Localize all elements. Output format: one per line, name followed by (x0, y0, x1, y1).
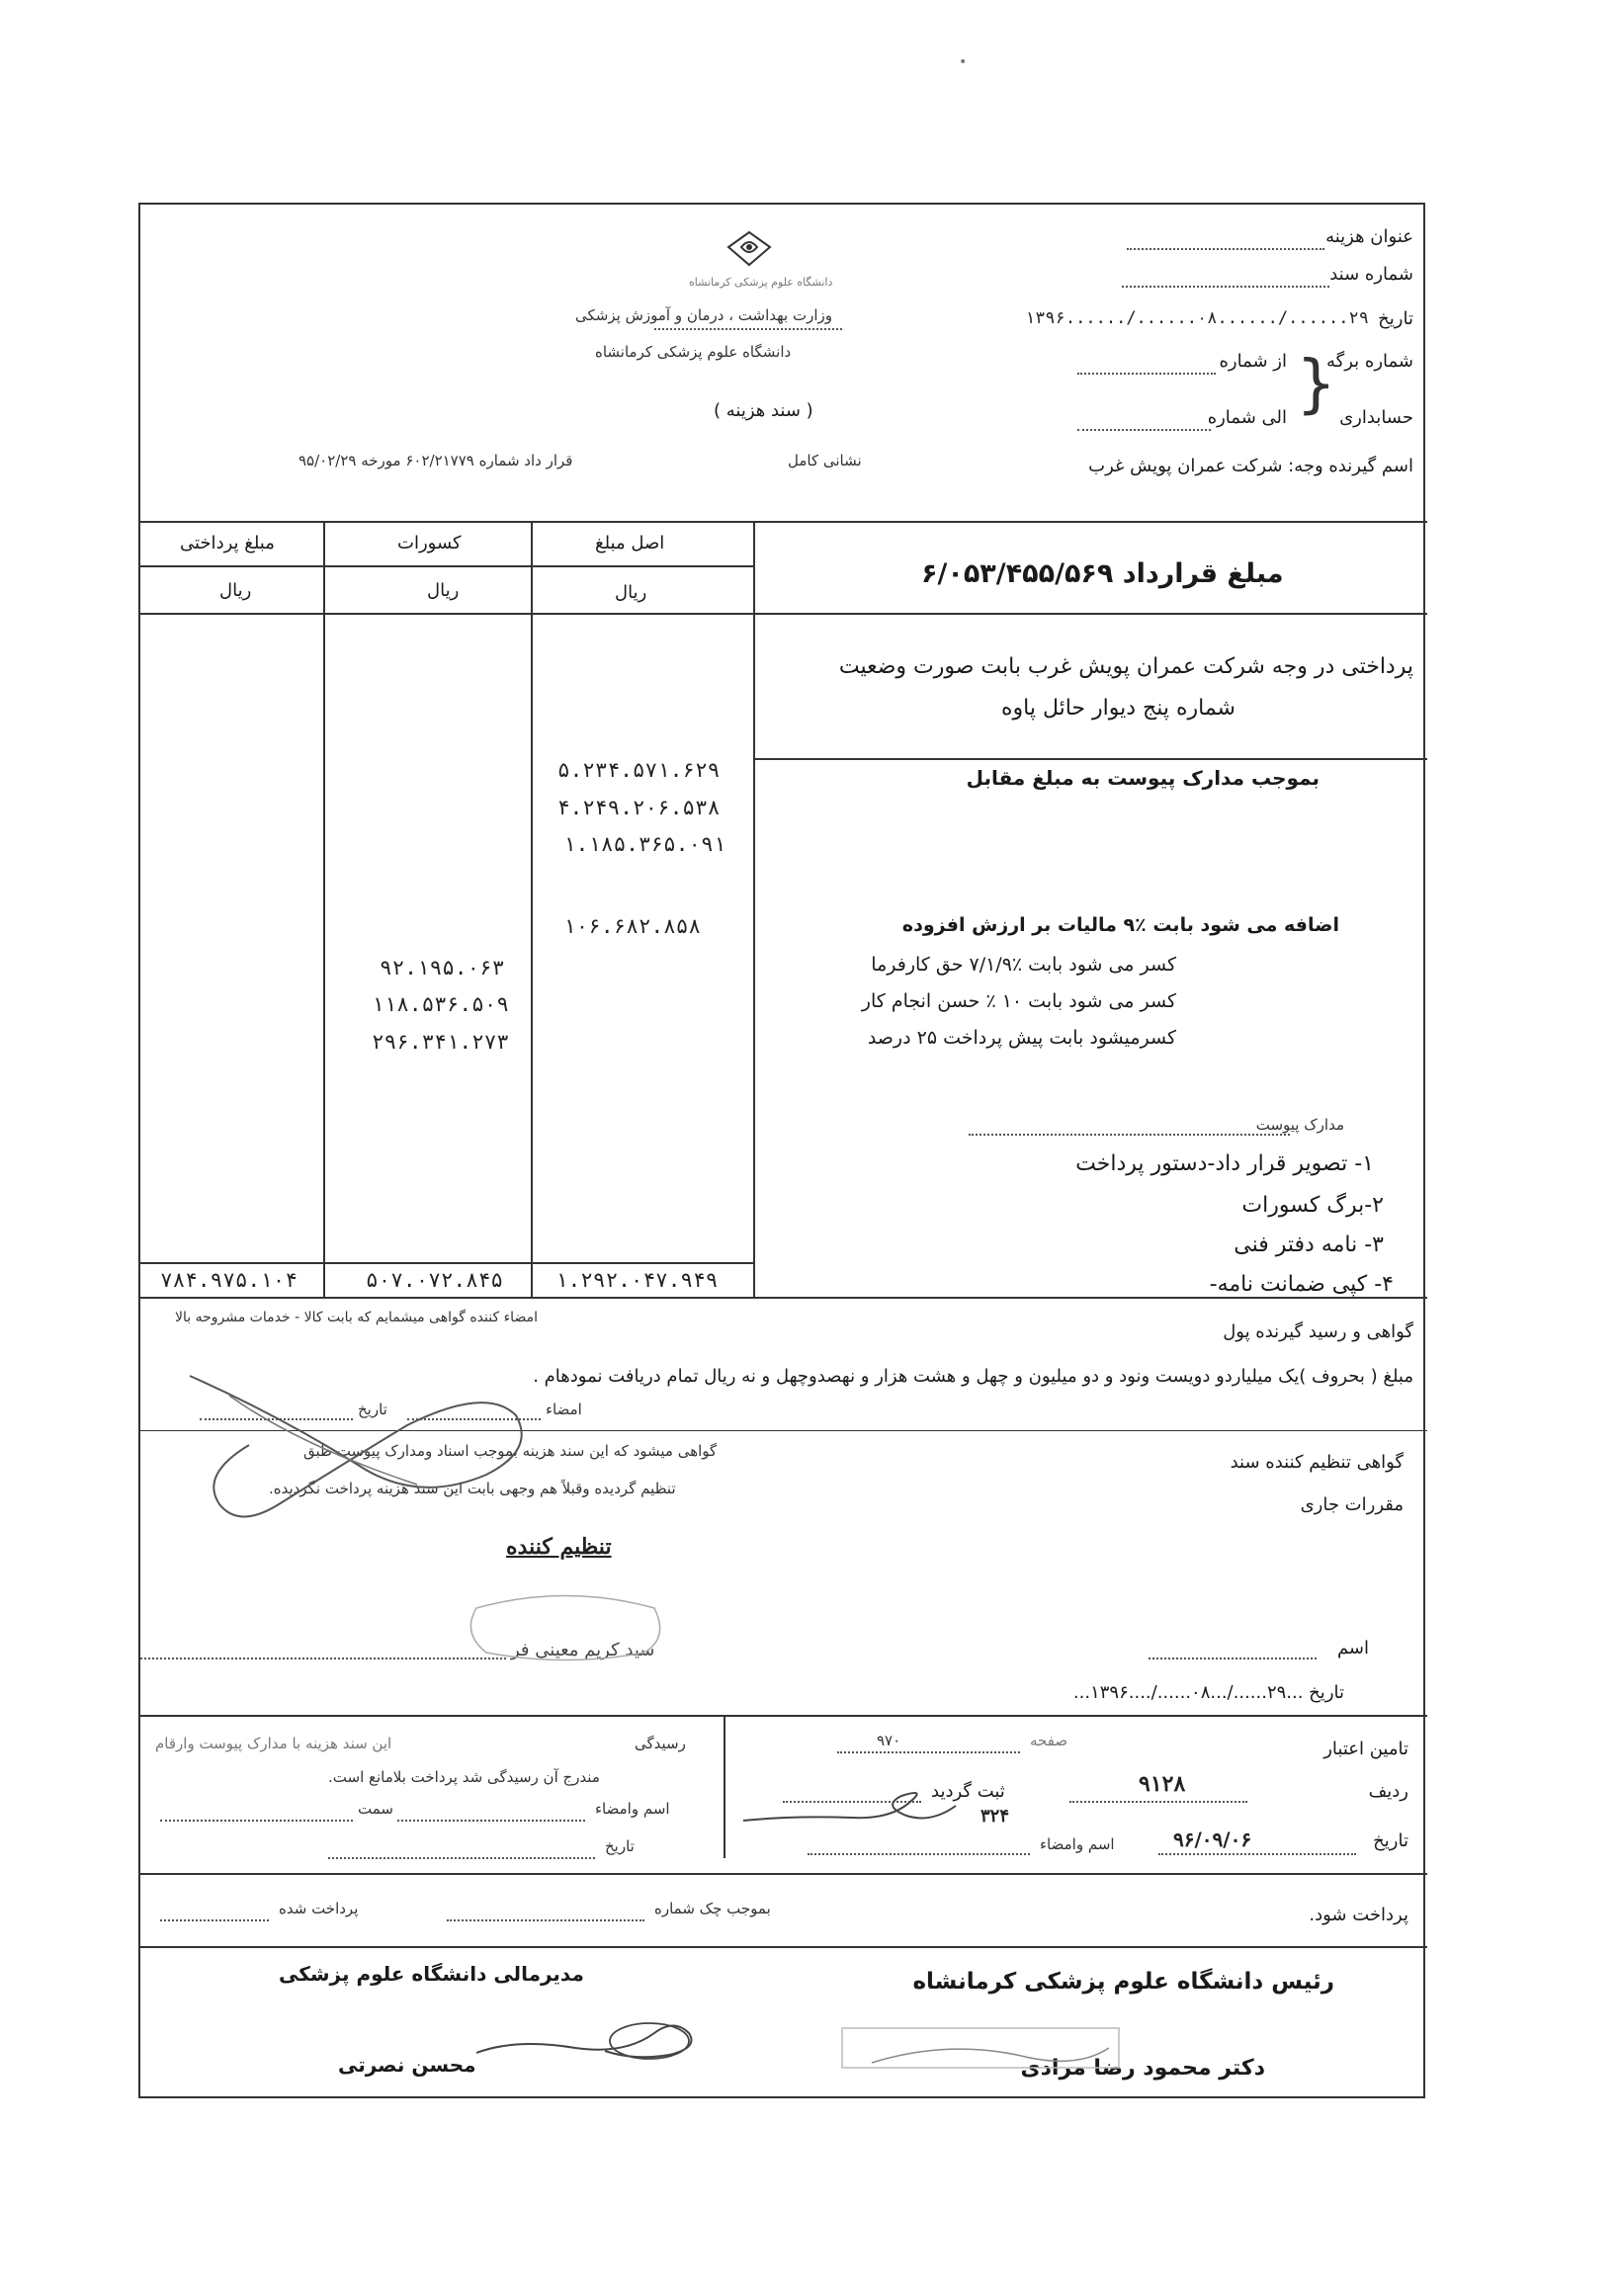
funding-registered: ثبت گردید (931, 1781, 1005, 1802)
funding-name-sign: اسم وامضاء (1040, 1835, 1115, 1853)
finance-manager-signature (457, 1994, 714, 2083)
adjustment-employer: کسر می شود بابت ٪۷/۱/۹ حق کارفرما (871, 954, 1176, 976)
expense-title-dots (1127, 248, 1324, 250)
doc-number-label: شماره سند (1329, 264, 1413, 285)
deduction-value-3: ۲۹۶.۳۴۱.۲۷۳ (372, 1030, 510, 1054)
logo-caption: دانشگاه علوم پزشکی کرمانشاه (689, 276, 833, 289)
payment-done-dots (160, 1919, 269, 1921)
payment-order: پرداخت شود. (1309, 1905, 1408, 1925)
audit-position-dots (160, 1820, 353, 1822)
audit-text-2: مندرج آن رسیدگی شد پرداخت بلامانع است. (328, 1768, 600, 1786)
ministry-name: وزارت بهداشت ، درمان و آموزش پزشکی (575, 306, 832, 324)
preparer-signature (160, 1356, 575, 1554)
accounting-label: حسابداری (1339, 407, 1413, 428)
preparer-stamp-name: سید کریم معینی فر (511, 1640, 655, 1660)
col-header-base: اصل مبلغ (595, 533, 665, 553)
attachment-4: ۴- کپی ضمانت نامه- (1209, 1272, 1394, 1297)
funding-date-value: ۹۶/۰۹/۰۶ (1173, 1828, 1252, 1851)
preparer-certify-text-2: تنظیم گردیده وقبلاً هم وجهی بابت این سند هزینه پرداخت نگردیده. (269, 1480, 676, 1497)
brace-icon: { (1296, 348, 1336, 421)
col-line-3 (753, 521, 755, 1297)
payee-label: اسم گیرنده وجه: شرکت عمران پویش غرب (1088, 456, 1413, 476)
funding-page-dots (837, 1751, 1020, 1753)
payment-check-dots (447, 1919, 644, 1921)
regulations-label: مقررات جاری (1300, 1494, 1404, 1515)
payment-divider (140, 1946, 1427, 1948)
preparer-certify-text-1: گواهی میشود که این سند هزینه بموجب اسناد ومدارک پیوست طبق (303, 1442, 718, 1460)
funding-page-value: ۹۷۰ (877, 1732, 901, 1749)
payment-done-label: پرداخت شده (279, 1900, 359, 1917)
base-value-1: ۵.۲۳۴.۵۷۱.۶۲۹ (557, 758, 721, 782)
funding-signature (733, 1776, 961, 1835)
certify-goods: امضاء کننده گواهی میشمایم که بابت کالا - خدمات مشروحه بالا (175, 1310, 538, 1325)
funding-number-value: ۳۲۴ (980, 1806, 1010, 1827)
per-documents: بموجب مدارک پیوست به مبلغ مقابل (966, 766, 1320, 790)
table-top-border (140, 521, 1427, 523)
totals-bottom (140, 1297, 1427, 1299)
funding-date-label: تاریخ (1373, 1830, 1408, 1851)
finance-manager-title: مدیرمالی دانشگاه علوم پزشکی (279, 1962, 584, 1986)
date-value: ۲۹....../......۰۸....../......۱۳۹۶ (1024, 308, 1369, 328)
attachment-3: ۳- نامه دفتر فنی (1234, 1233, 1384, 1257)
col-line-1 (323, 521, 325, 1297)
preparer-dots-left (140, 1658, 506, 1659)
attachments-title: مدارک پیوست (1255, 1116, 1344, 1134)
sheet-number-label: شماره برگه (1326, 351, 1413, 372)
preparer-stamp-outline (457, 1578, 674, 1667)
president-name: دکتر محمود رضا مرادی (1020, 2056, 1265, 2081)
funding-divider (724, 1715, 725, 1858)
audit-title: رسیدگی (635, 1735, 686, 1752)
funding-date-dots (1158, 1853, 1356, 1855)
audit-date-dots (328, 1857, 595, 1859)
col-line-2 (531, 521, 533, 1297)
total-base: ۱.۲۹۲.۰۴۷.۹۴۹ (555, 1268, 719, 1292)
funding-bottom-divider (140, 1873, 1427, 1875)
funding-row-dots (1069, 1801, 1247, 1803)
header-divider (140, 565, 753, 567)
doc-type: ( سند هزینه ) (714, 400, 813, 421)
description-line-1: پرداختی در وجه شرکت عمران پویش غرب بابت صورت وضعیت (838, 654, 1413, 679)
deduction-value-1: ۹۲.۱۹۵.۰۶۳ (380, 956, 505, 979)
amount-in-words: مبلغ ( بحروف )یک میلیاردو دویست ونود و دو میلیون و چهل و هشت هزار و نهصدوچهل و نه ریال تمام دریافت نمودهام . (533, 1366, 1413, 1387)
to-number-label: الی شماره (1207, 407, 1287, 428)
col-header-deductions: کسورات (397, 533, 462, 553)
total-payment: ۷۸۴.۹۷۵.۱۰۴ (160, 1268, 298, 1292)
attachments-dots (969, 1134, 1290, 1136)
audit-date: تاریخ (605, 1837, 635, 1855)
receipt-signature-label: امضاء (546, 1401, 582, 1418)
currency-base: ریال (615, 582, 647, 603)
from-number-dots (1077, 373, 1216, 375)
preparer-stamp-title: تنظیم کننده (506, 1534, 612, 1560)
expense-voucher (138, 203, 1425, 2098)
currency-payment: ریال (219, 580, 252, 601)
audit-name-sign: اسم وامضاء (595, 1800, 670, 1818)
funding-title: تامین اعتبار (1323, 1739, 1408, 1759)
base-value-2: ۴.۲۴۹.۲۰۶.۵۳۸ (557, 796, 721, 819)
audit-text-1: این سند هزینه با مدارک پیوست وارقام (155, 1735, 392, 1752)
audit-position: سمت (358, 1800, 393, 1818)
adjustment-prepayment: کسرمیشود بابت پیش پرداخت ۲۵ درصد (867, 1027, 1176, 1049)
description-divider (753, 758, 1427, 760)
university-logo (724, 229, 775, 273)
date-dots-left (654, 328, 842, 330)
preparer-date: تاریخ ...۲۹....../...۰۸....../....۱۳۹۶... (1072, 1682, 1344, 1703)
president-signature-stamp (812, 2008, 1149, 2097)
total-deductions: ۵۰۷.۰۷۲.۸۴۵ (366, 1268, 504, 1292)
preparer-name-label: اسم (1336, 1638, 1369, 1658)
currency-deductions: ریال (427, 580, 460, 601)
funding-row-label: ردیف (1368, 1781, 1408, 1802)
audit-name-dots (397, 1820, 585, 1822)
col-header-payment: مبلغ پرداختی (180, 533, 275, 553)
deduction-value-2: ۱۱۸.۵۳۶.۵۰۹ (372, 992, 510, 1016)
base-value-3: ۱.۱۸۵.۳۶۵.۰۹۱ (563, 832, 726, 856)
attachment-1: ۱- تصویر قرار داد-دستور پرداخت (1075, 1151, 1374, 1176)
preparer-name-dots (1149, 1658, 1317, 1659)
university-name: دانشگاه علوم پزشکی کرمانشاه (595, 343, 792, 361)
adjustment-performance: کسر می شود بابت ۱۰ ٪ حسن انجام کار (861, 990, 1176, 1012)
to-number-dots (1077, 429, 1211, 431)
description-line-2: شماره پنج دیوار حائل پاوه (1000, 696, 1236, 721)
full-address-label: نشانی کامل (788, 452, 862, 469)
funding-row-value: ۹۱۲۸ (1139, 1771, 1186, 1797)
from-number-label: از شماره (1219, 351, 1287, 372)
contract-reference: قرار داد شماره ۶۰۲/۲۱۷۷۹ مورخه ۹۵/۰۲/۲۹ (298, 452, 573, 469)
receipt-label: گواهی و رسید گیرنده پول (1223, 1321, 1413, 1342)
president-title: رئیس دانشگاه علوم پزشکی کرمانشاه (912, 1969, 1334, 1995)
preparer-divider (140, 1715, 1427, 1717)
funding-name-dots (808, 1853, 1030, 1855)
funding-page-label: صفحه (1030, 1732, 1068, 1749)
contract-amount: مبلغ قرارداد ۶/۰۵۳/۴۵۵/۵۶۹ (921, 558, 1284, 589)
doc-number-dots (1122, 286, 1329, 288)
stray-mark: • (959, 54, 968, 70)
payment-check-label: بموجب چک شماره (654, 1900, 771, 1917)
receipt-date-label: تاریخ (358, 1401, 387, 1418)
finance-manager-name: محسن نصرتی (338, 2053, 476, 2077)
adjustment-vat: اضافه می شود بابت ٪۹ مالیات بر ارزش افزوده (901, 914, 1339, 936)
totals-top (140, 1262, 753, 1264)
preparer-certify-label: گواهی تنظیم کننده سند (1230, 1452, 1404, 1473)
vat-value: ۱۰۶.۶۸۲.۸۵۸ (563, 914, 702, 938)
expense-title-label: عنوان هزینه (1325, 226, 1413, 247)
attachment-2: ۲-برگ کسورات (1241, 1193, 1384, 1218)
currency-divider (140, 613, 1427, 615)
date-label: تاریخ (1378, 308, 1413, 329)
